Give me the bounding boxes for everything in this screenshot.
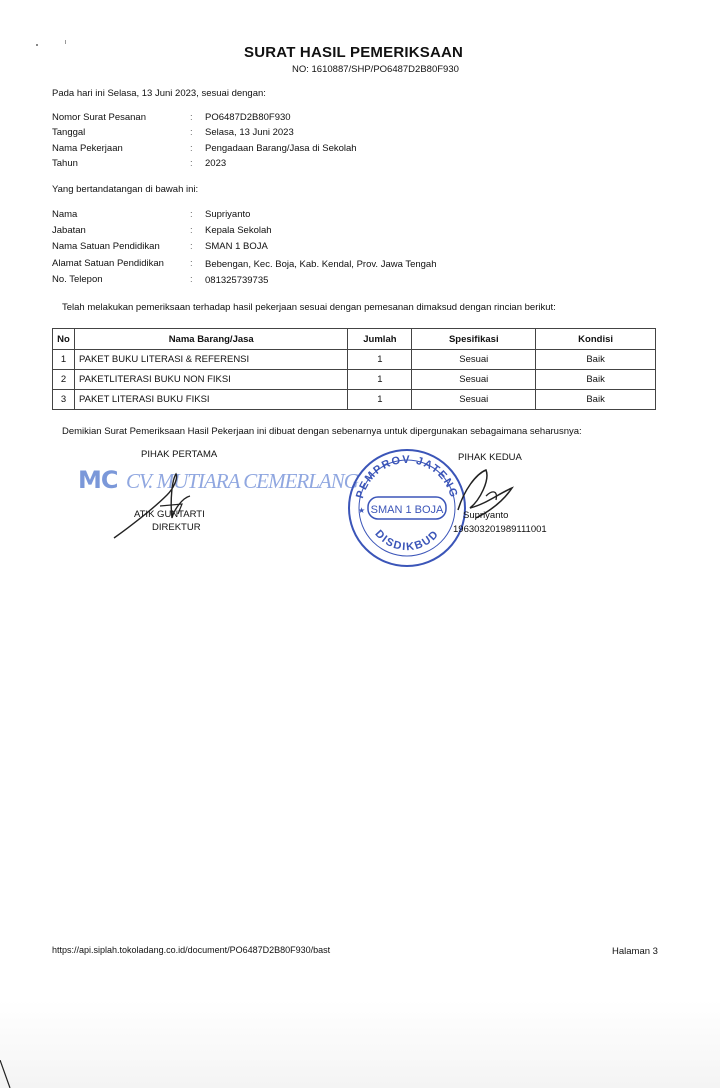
party-one-name: ATIK GUNTARTI (134, 509, 205, 520)
signatory-label: Jabatan (52, 225, 86, 236)
cell-condition: Baik (536, 390, 656, 410)
cell-quantity: 1 (348, 350, 412, 370)
table-header-row (53, 329, 656, 350)
party-two-heading: PIHAK KEDUA (458, 452, 522, 463)
colon: : (190, 209, 193, 220)
intro-text: Pada hari ini Selasa, 13 Juni 2023, sesuai dengan: (52, 88, 266, 99)
table-row (53, 350, 656, 370)
signatory-value: Supriyanto (205, 209, 251, 220)
colon: : (190, 158, 193, 169)
colon: : (190, 258, 193, 269)
colon: : (190, 225, 193, 236)
column-header-quantity: Jumlah (348, 329, 412, 350)
footer-url: https://api.siplah.tokoladang.co.id/document/PO6487D2B80F930/bast (52, 945, 331, 955)
signatory-value: Kepala Sekolah (205, 225, 272, 236)
column-header-specification: Spesifikasi (412, 329, 536, 350)
scan-dot (65, 40, 66, 44)
cell-no: 3 (53, 390, 75, 410)
signatory-value: 081325739735 (205, 275, 269, 286)
colon: : (190, 127, 193, 138)
signatory-label: Nama (52, 209, 78, 220)
cell-name: PAKETLITERASI BUKU NON FIKSI (74, 370, 347, 390)
cell-quantity: 1 (348, 390, 412, 410)
signatory-intro: Yang bertandatangan di bawah ini: (52, 184, 199, 195)
column-header-name: Nama Barang/Jasa (74, 329, 347, 350)
column-header-no: No (53, 329, 75, 350)
signatory-value: SMAN 1 BOJA (205, 241, 268, 252)
party-two-name: Supriyanto (463, 510, 509, 521)
order-info-value: Pengadaan Barang/Jasa di Sekolah (205, 143, 357, 154)
colon: : (190, 274, 193, 285)
page-number: Halaman 3 (612, 946, 658, 957)
order-info-value: 2023 (205, 158, 227, 169)
cell-specification: Sesuai (412, 350, 536, 370)
column-header-condition: Kondisi (536, 329, 656, 350)
closing-text: Demikian Surat Pemeriksaan Hasil Pekerjaan ini dibuat dengan sebenarnya untuk dipergunakan sebagaimana seharusnya: (62, 426, 582, 437)
cell-quantity: 1 (348, 370, 412, 390)
signatory-label: No. Telepon (52, 274, 103, 285)
table-row (53, 370, 656, 390)
svg-text:PEMPROV JATENG (354, 454, 460, 500)
cell-specification: Sesuai (412, 370, 536, 390)
cell-name: PAKET BUKU LITERASI & REFERENSI (74, 350, 347, 370)
signatory-value: Bebengan, Kec. Boja, Kab. Kendal, Prov. Jawa Tengah (205, 259, 437, 270)
cell-condition: Baik (536, 370, 656, 390)
scan-edge-mark (0, 1060, 14, 1088)
stamp-bottom-text: DISDIKBUD (372, 527, 442, 554)
party-one-position: DIREKTUR (152, 522, 201, 533)
cell-condition: Baik (536, 350, 656, 370)
colon: : (190, 112, 193, 123)
order-info-label: Tahun (52, 158, 78, 169)
colon: : (190, 241, 193, 252)
svg-text:★: ★ (358, 506, 366, 515)
stamp-center-text: SMAN 1 BOJA (370, 504, 444, 516)
signatory-label: Nama Satuan Pendidikan (52, 241, 160, 252)
cell-name: PAKET LITERASI BUKU FIKSI (74, 390, 347, 410)
company-stamp-text: CV. MUTIARA CEMERLANG (125, 469, 358, 493)
inspection-table (52, 328, 656, 410)
order-info-value: PO6487D2B80F930 (205, 112, 291, 123)
order-info-value: Selasa, 13 Juni 2023 (205, 127, 294, 138)
document-number: NO: 1610887/SHP/PO6487D2B80F930 (292, 64, 459, 75)
order-info-label: Nomor Surat Pesanan (52, 112, 146, 123)
stamp-top-text: PEMPROV JATENG (354, 453, 460, 500)
colon: : (190, 143, 193, 154)
table-row (53, 390, 656, 410)
scan-dot (36, 44, 38, 46)
cell-no: 2 (53, 370, 75, 390)
document-title: SURAT HASIL PEMERIKSAAN (244, 44, 464, 61)
party-one-heading: PIHAK PERTAMA (141, 449, 218, 460)
cell-specification: Sesuai (412, 390, 536, 410)
scan-shadow (0, 1000, 720, 1088)
table-intro: Telah melakukan pemeriksaan terhadap hasil pekerjaan sesuai dengan pemesanan dimaksud dengan rincian berikut: (62, 302, 556, 313)
cell-no: 1 (53, 350, 75, 370)
order-info-label: Tanggal (52, 127, 86, 138)
mc-logo-text: MC (78, 466, 118, 494)
order-info-label: Nama Pekerjaan (52, 143, 123, 154)
signatory-label: Alamat Satuan Pendidikan (52, 258, 164, 269)
party-two-nip: 196303201989111001 (453, 524, 547, 535)
